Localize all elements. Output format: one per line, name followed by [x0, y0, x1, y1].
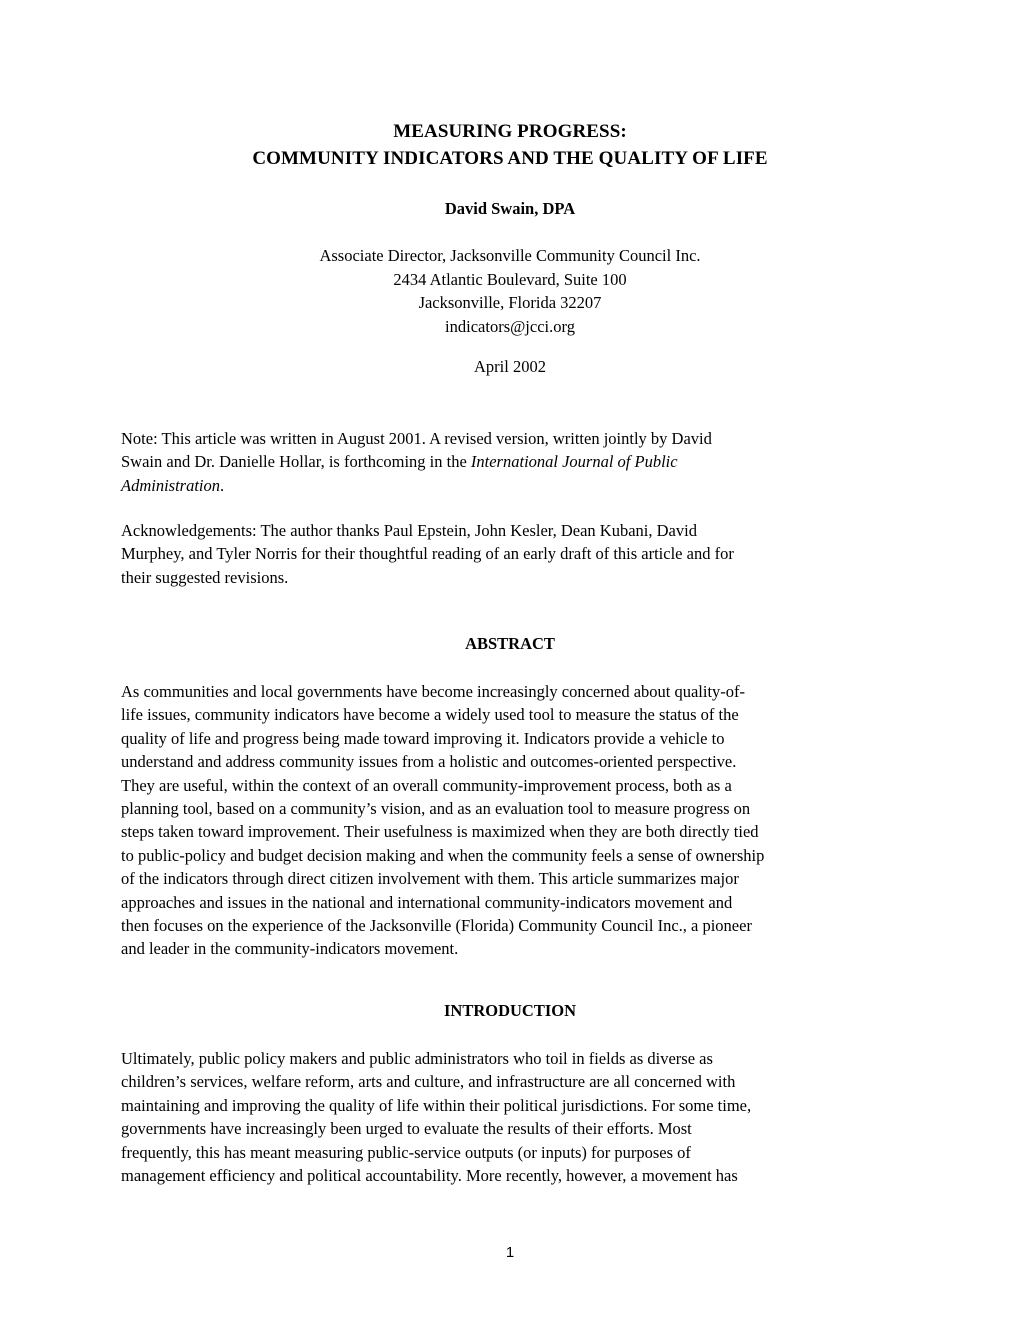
title-line-1: MEASURING PROGRESS: [393, 121, 627, 142]
ack-line: their suggested revisions. [121, 567, 289, 587]
page-number: 1 [505, 1244, 515, 1261]
intro-line: governments have increasingly been urged to evaluate the results of their efforts. Most [121, 1119, 692, 1139]
abstract-line: approaches and issues in the national and international community-indicators movement and [121, 892, 733, 912]
introduction-heading: INTRODUCTION [443, 1001, 577, 1020]
abstract-line: understand and address community issues from a holistic and outcomes-oriented perspective. [121, 752, 737, 772]
abstract-line: As communities and local governments have become increasingly concerned about quality-of- [121, 682, 746, 701]
note-line: Note: This article was written in August 2001. A revised version, written jointly by David [121, 429, 712, 448]
abstract-line: quality of life and progress being made toward improving it. Indicators provide a vehicle to [121, 728, 725, 748]
ack-line: Murphey, and Tyler Norris for their thoughtful reading of an early draft of this article and for [121, 544, 734, 564]
abstract-line: to public-policy and budget decision making and when the community feels a sense of ownership [121, 845, 765, 865]
abstract-line: of the indicators through direct citizen involvement with them. This article summarizes major [121, 869, 739, 889]
abstract-heading: ABSTRACT [465, 634, 555, 653]
note-text: Swain and Dr. Danielle Hollar, is forthcoming in the [121, 452, 471, 472]
affiliation-line: Associate Director, Jacksonville Community Council Inc. [319, 246, 701, 265]
abstract-line: They are useful, within the context of an overall community-improvement process, both as a [121, 775, 732, 795]
introduction-paragraph [121, 1047, 906, 1187]
author-affiliation [0, 244, 1020, 338]
publication-date: April 2002 [474, 357, 546, 376]
note-paragraph [121, 427, 906, 497]
intro-line: children’s services, welfare reform, arts and culture, and infrastructure are all concerned with [121, 1072, 736, 1092]
intro-line: frequently, this has meant measuring public-service outputs (or inputs) for purposes of [121, 1142, 691, 1162]
acknowledgements-paragraph [121, 519, 906, 589]
author-name: David Swain, DPA [444, 199, 576, 218]
abstract-paragraph [121, 680, 906, 961]
abstract-line: then focuses on the experience of the Jacksonville (Florida) Community Council Inc., a pioneer [121, 916, 752, 936]
journal-title: Administration [121, 475, 221, 495]
journal-title: International Journal of Public [470, 452, 678, 472]
intro-line: management efficiency and political accountability. More recently, however, a movement has [121, 1166, 738, 1186]
affiliation-line: 2434 Atlantic Boulevard, Suite 100 [393, 269, 627, 289]
note-line [121, 450, 906, 473]
note-line [121, 474, 906, 497]
intro-line: maintaining and improving the quality of life within their political jurisdictions. For some time, [121, 1095, 752, 1115]
abstract-line: and leader in the community-indicators movement. [121, 939, 459, 959]
note-text: . [220, 475, 225, 495]
affiliation-email: indicators@jcci.org [445, 316, 575, 336]
abstract-line: planning tool, based on a community’s vision, and as an evaluation tool to measure progress on [121, 799, 751, 819]
abstract-line: life issues, community indicators have become a widely used tool to measure the status of the [121, 705, 739, 725]
abstract-line: steps taken toward improvement. Their usefulness is maximized when they are both directly tied [121, 822, 759, 842]
affiliation-line: Jacksonville, Florida 32207 [418, 293, 602, 312]
intro-line: Ultimately, public policy makers and public administrators who toil in fields as diverse as [121, 1049, 713, 1068]
ack-line: Acknowledgements: The author thanks Paul Epstein, John Kesler, Dean Kubani, David [121, 521, 697, 540]
title-line-2: COMMUNITY INDICATORS AND THE QUALITY OF LIFE [252, 148, 768, 169]
